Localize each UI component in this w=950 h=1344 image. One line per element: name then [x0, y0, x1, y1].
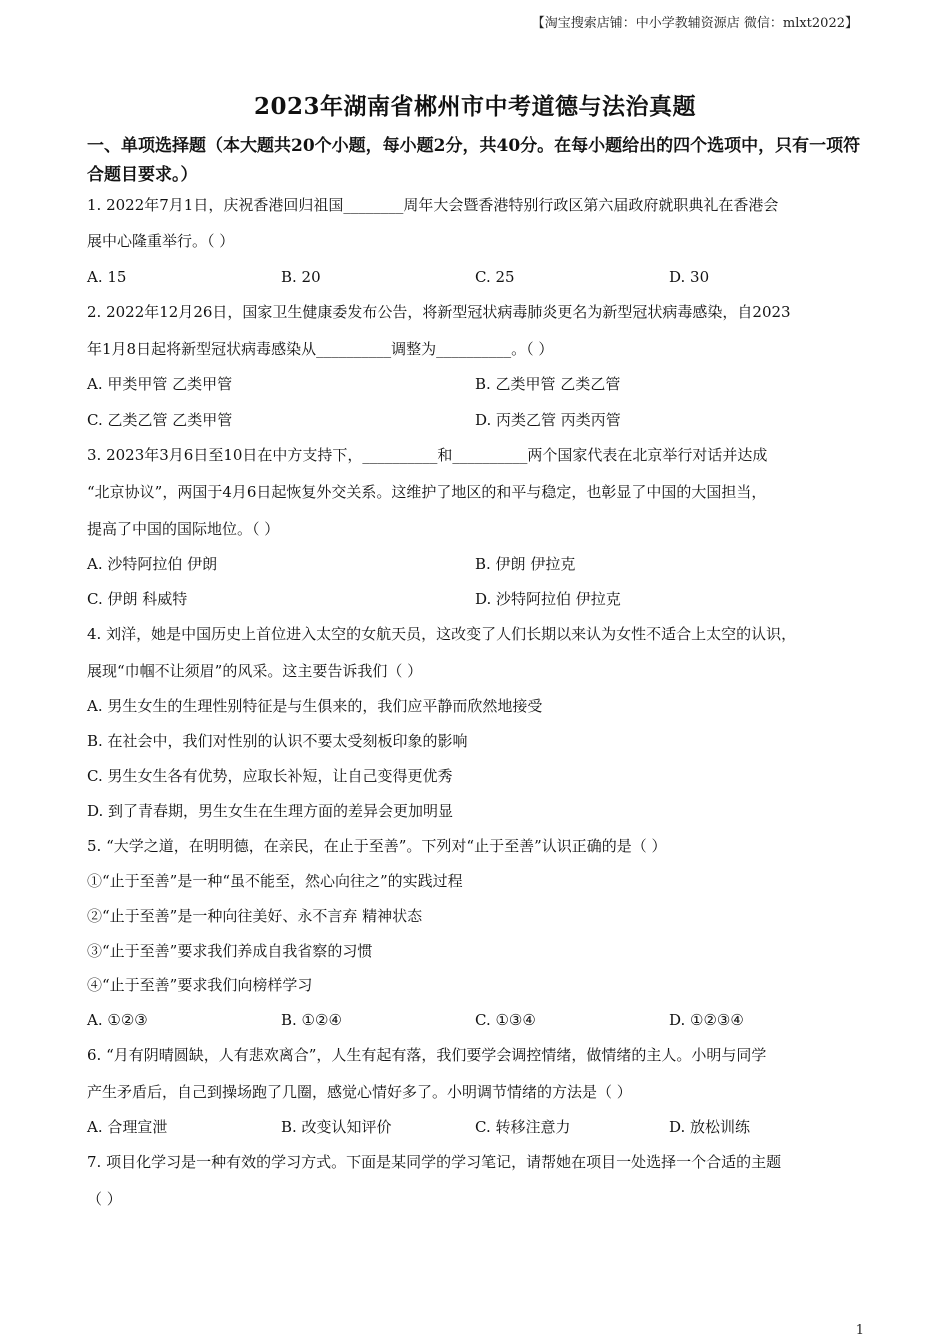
question-1-option-a: A. 15 — [87, 268, 127, 286]
question-3-line-1: 3. 2023年3月6日至10日在中方支持下，__________和__________两个国家代表在北京举行对话并达成 — [87, 446, 768, 464]
question-1-line-2: 展中心隆重举行。（ ） — [87, 232, 235, 250]
question-5-option-b: B. ①②④ — [281, 1011, 342, 1029]
question-5-option-a: A. ①②③ — [87, 1011, 148, 1029]
question-1-option-b: B. 20 — [281, 268, 321, 286]
question-6-line-2: 产生矛盾后，自己到操场跑了几圈，感觉心情好多了。小明调节情绪的方法是（ ） — [87, 1083, 632, 1101]
question-6-option-b: B. 改变认知评价 — [281, 1118, 392, 1136]
question-6-option-a: A. 合理宣泄 — [87, 1118, 168, 1136]
question-4-line-1: 4. 刘洋，她是中国历史上首位进入太空的女航天员，这改变了人们长期以来认为女性不适合上太空的认识， — [87, 625, 797, 643]
question-4-option-d: D. 到了青春期，男生女生在生理方面的差异会更加明显 — [87, 802, 454, 820]
question-1-option-c: C. 25 — [475, 268, 515, 286]
question-5-option-c: C. ①③④ — [475, 1011, 536, 1029]
page-number: 1 — [855, 1323, 864, 1338]
question-5-line-1: 5. “大学之道，在明明德，在亲民，在止于至善”。下列对“止于至善”认识正确的是（ ） — [87, 837, 667, 855]
question-5-statement-3: ③“止于至善”要求我们养成自我省察的习惯 — [87, 942, 373, 960]
question-2-line-1: 2. 2022年12月26日，国家卫生健康委发布公告，将新型冠状病毒肺炎更名为新型冠状病毒感染，自2023 — [87, 303, 791, 321]
question-4-option-a: A. 男生女生的生理性别特征是与生俱来的，我们应平静而欣然地接受 — [87, 697, 543, 715]
question-3-option-b: B. 伊朗 伊拉克 — [475, 555, 576, 573]
question-2-option-d: D. 丙类乙管 丙类丙管 — [475, 411, 621, 429]
page-title: 2023年湖南省郴州市中考道德与法治真题 — [253, 93, 696, 120]
question-5-option-d: D. ①②③④ — [669, 1011, 744, 1029]
question-3-option-d: D. 沙特阿拉伯 伊拉克 — [475, 590, 621, 608]
question-1-option-d: D. 30 — [669, 268, 710, 286]
question-6-line-1: 6. “月有阴晴圆缺，人有悲欢离合”，人生有起有落，我们要学会调控情绪，做情绪的主人。小明与同学 — [87, 1046, 767, 1064]
question-4-line-2: 展现“巾帼不让须眉”的风采。这主要告诉我们（ ） — [87, 662, 423, 680]
question-2-option-c: C. 乙类乙管 乙类甲管 — [87, 411, 233, 429]
question-5-statement-1: ①“止于至善”是一种“虽不能至，然心向往之”的实践过程 — [87, 872, 463, 890]
question-5-statement-2: ②“止于至善”是一种向往美好、永不言弃 精神状态 — [87, 907, 423, 925]
question-4-option-b: B. 在社会中，我们对性别的认识不要太受刻板印象的影响 — [87, 732, 468, 750]
question-6-option-d: D. 放松训练 — [669, 1118, 751, 1136]
question-6-option-c: C. 转移注意力 — [475, 1118, 571, 1136]
question-7-line-2: （ ） — [87, 1190, 122, 1208]
question-1-line-1: 1. 2022年7月1日，庆祝香港回归祖国________周年大会暨香港特别行政区第六届政府就职典礼在香港会 — [87, 196, 779, 214]
header-note: 【淘宝搜索店铺：中小学教辅资源店 微信：mlxt2022】 — [531, 16, 858, 31]
question-5-statement-4: ④“止于至善”要求我们向榜样学习 — [87, 976, 313, 994]
question-2-line-2: 年1月8日起将新型冠状病毒感染从__________调整为__________。（ ） — [87, 340, 554, 358]
section-heading: 一、单项选择题（本大题共20个小题，每小题2分，共40分。在每小题给出的四个选项中，只有一项符合题目要求。） — [87, 136, 861, 185]
question-4-option-c: C. 男生女生各有优势，应取长补短，让自己变得更优秀 — [87, 767, 453, 785]
question-2-option-a: A. 甲类甲管 乙类甲管 — [87, 375, 233, 393]
question-7-line-1: 7. 项目化学习是一种有效的学习方式。下面是某同学的学习笔记，请帮她在项目一处选择一个合适的主题 — [87, 1153, 782, 1171]
question-3-line-3: 提高了中国的国际地位。（ ） — [87, 520, 280, 538]
question-3-option-c: C. 伊朗 科威特 — [87, 590, 188, 608]
question-3-line-2: “北京协议”，两国于4月6日起恢复外交关系。这维护了地区的和平与稳定，也彰显了中国的大国担当， — [87, 483, 767, 501]
question-2-option-b: B. 乙类甲管 乙类乙管 — [475, 375, 621, 393]
question-3-option-a: A. 沙特阿拉伯 伊朗 — [87, 555, 218, 573]
